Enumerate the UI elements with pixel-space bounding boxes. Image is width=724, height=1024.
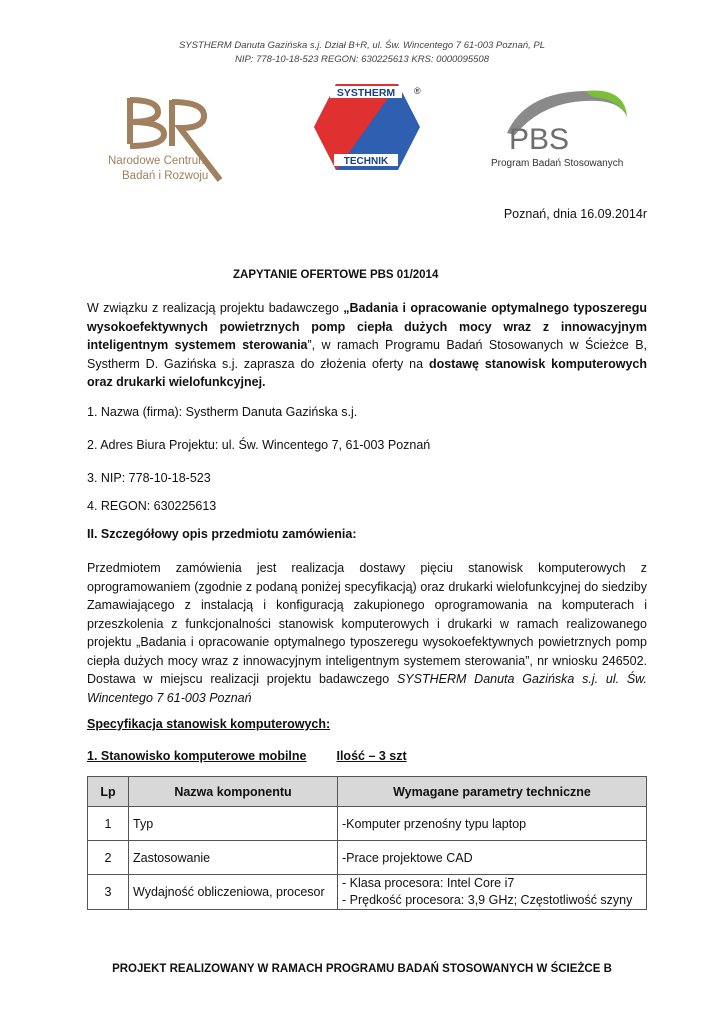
description-text: Przedmiotem zamówienia jest realizacja dostawy pięciu stanowisk komputerowych z oprogramowaniem (zgodnie z podaną poniżej specyfikacją) oraz drukarki wielofunkcyjnej do siedziby Zamawiającego z instalacją i konfiguracją zakupionego oprogramowania na komputerach i przeszkolenia z funkcjonalności stanowisk komputerowych i drukarki w ramach realizowanego projektu „Badania i opracowanie optymalnego typoszeregu wysokoefektywnych powietrznych pomp ciepła dużych mocy wraz z innowacyjnym inteligentnym systemem sterowania”, nr wniosku 246502. Dostawa w miejscu realizacji projektu badawczego: [87, 561, 647, 686]
station-heading: [87, 749, 407, 763]
intro-paragraph: [87, 299, 647, 392]
registered-mark: ®: [414, 86, 421, 96]
intro-text-c: ”, w ramach Programu Badań Stosowanych w Ścieżce B, Systherm D. Gazińska s.j. zaprasza do złożenia oferty na: [87, 338, 648, 371]
table-row: [88, 875, 647, 910]
systherm-wordmark: SYSTHERM: [336, 87, 396, 99]
station-name: 1. Stanowisko komputerowe mobilne: [87, 749, 307, 763]
page-footer: PROJEKT REALIZOWANY W RAMACH PROGRAMU BADAŃ STOSOWANYCH W ŚCIEŻCE B: [112, 963, 612, 975]
header-component: Nazwa komponentu: [129, 777, 338, 807]
ncbr-logo: [100, 92, 250, 182]
info-item-address: 2. Adres Biura Projektu: ul. Św. Wincentego 7, 61-003 Poznań: [87, 438, 431, 452]
technik-wordmark: TECHNIK: [343, 156, 389, 167]
row-params: [338, 875, 647, 910]
info-item-name: 1. Nazwa (firma): Systherm Danuta Gazińska s.j.: [87, 405, 358, 419]
header-lp: Lp: [88, 777, 129, 807]
letterhead: [0, 39, 724, 67]
intro-project-title: „Badania i opracowanie optymalnego typoszeregu wysokoefektywnych powietrznych pomp ciepła dużych mocy wraz z innowacyjnym inteligentnym systemem sterowania: [87, 301, 647, 352]
info-item-regon: 4. REGON: 630225613: [87, 499, 217, 513]
row-params: -Prace projektowe CAD: [338, 841, 647, 875]
ncbr-line-1: Narodowe Centrum: [108, 155, 208, 167]
intro-text-a: W związku z realizacją projektu badawczego: [87, 301, 344, 315]
row-param-line: - Prędkość procesora: 3,9 GHz; Częstotliwość szyny: [342, 893, 633, 907]
intro-subject: dostawę stanowisk komputerowych oraz drukarki wielofunkcyjnej.: [87, 356, 647, 389]
systherm-technik-logo: [310, 82, 422, 172]
ncbr-line-2: Badań i Rozwoju: [122, 170, 209, 182]
letterhead-line-2: NIP: 778-10-18-523 REGON: 630225613 KRS: 0000095508: [234, 54, 490, 65]
document-title: ZAPYTANIE OFERTOWE PBS 01/2014: [233, 269, 439, 281]
station-qty: Ilość – 3 szt: [336, 749, 407, 763]
letterhead-line-1: SYSTHERM Danuta Gazińska s.j. Dział B+R, ul. Św. Wincentego 7 61-003 Poznań, PL: [178, 40, 546, 51]
row-param-line: - Klasa procesora: Intel Core i7: [342, 876, 515, 890]
row-component: Typ: [129, 807, 338, 841]
table-row: [88, 807, 647, 841]
row-component: Zastosowanie: [129, 841, 338, 875]
row-lp: 2: [88, 841, 129, 875]
row-component: Wydajność obliczeniowa, procesor: [129, 875, 338, 910]
pbs-subtitle: Program Badań Stosowanych: [491, 158, 624, 169]
pbs-wordmark: PBS: [509, 123, 570, 156]
document-date: Poznań, dnia 16.09.2014r: [503, 207, 647, 221]
description-paragraph: [87, 559, 647, 707]
header-params: Wymagane parametry techniczne: [338, 777, 647, 807]
table-header-row: [88, 777, 647, 807]
spec-table: [87, 776, 647, 910]
row-params: -Komputer przenośny typu laptop: [338, 807, 647, 841]
row-lp: 1: [88, 807, 129, 841]
pbs-logo: [485, 87, 635, 172]
info-item-nip: 3. NIP: 778-10-18-523: [87, 471, 211, 485]
delivery-address: SYSTHERM Danuta Gazińska s.j. ul. Św. Wincentego 7 61-003 Poznań: [87, 672, 647, 705]
row-lp: 3: [88, 875, 129, 910]
table-row: [88, 841, 647, 875]
spec-heading: Specyfikacja stanowisk komputerowych:: [87, 717, 331, 731]
section-heading: II. Szczegółowy opis przedmiotu zamówienia:: [87, 527, 357, 541]
